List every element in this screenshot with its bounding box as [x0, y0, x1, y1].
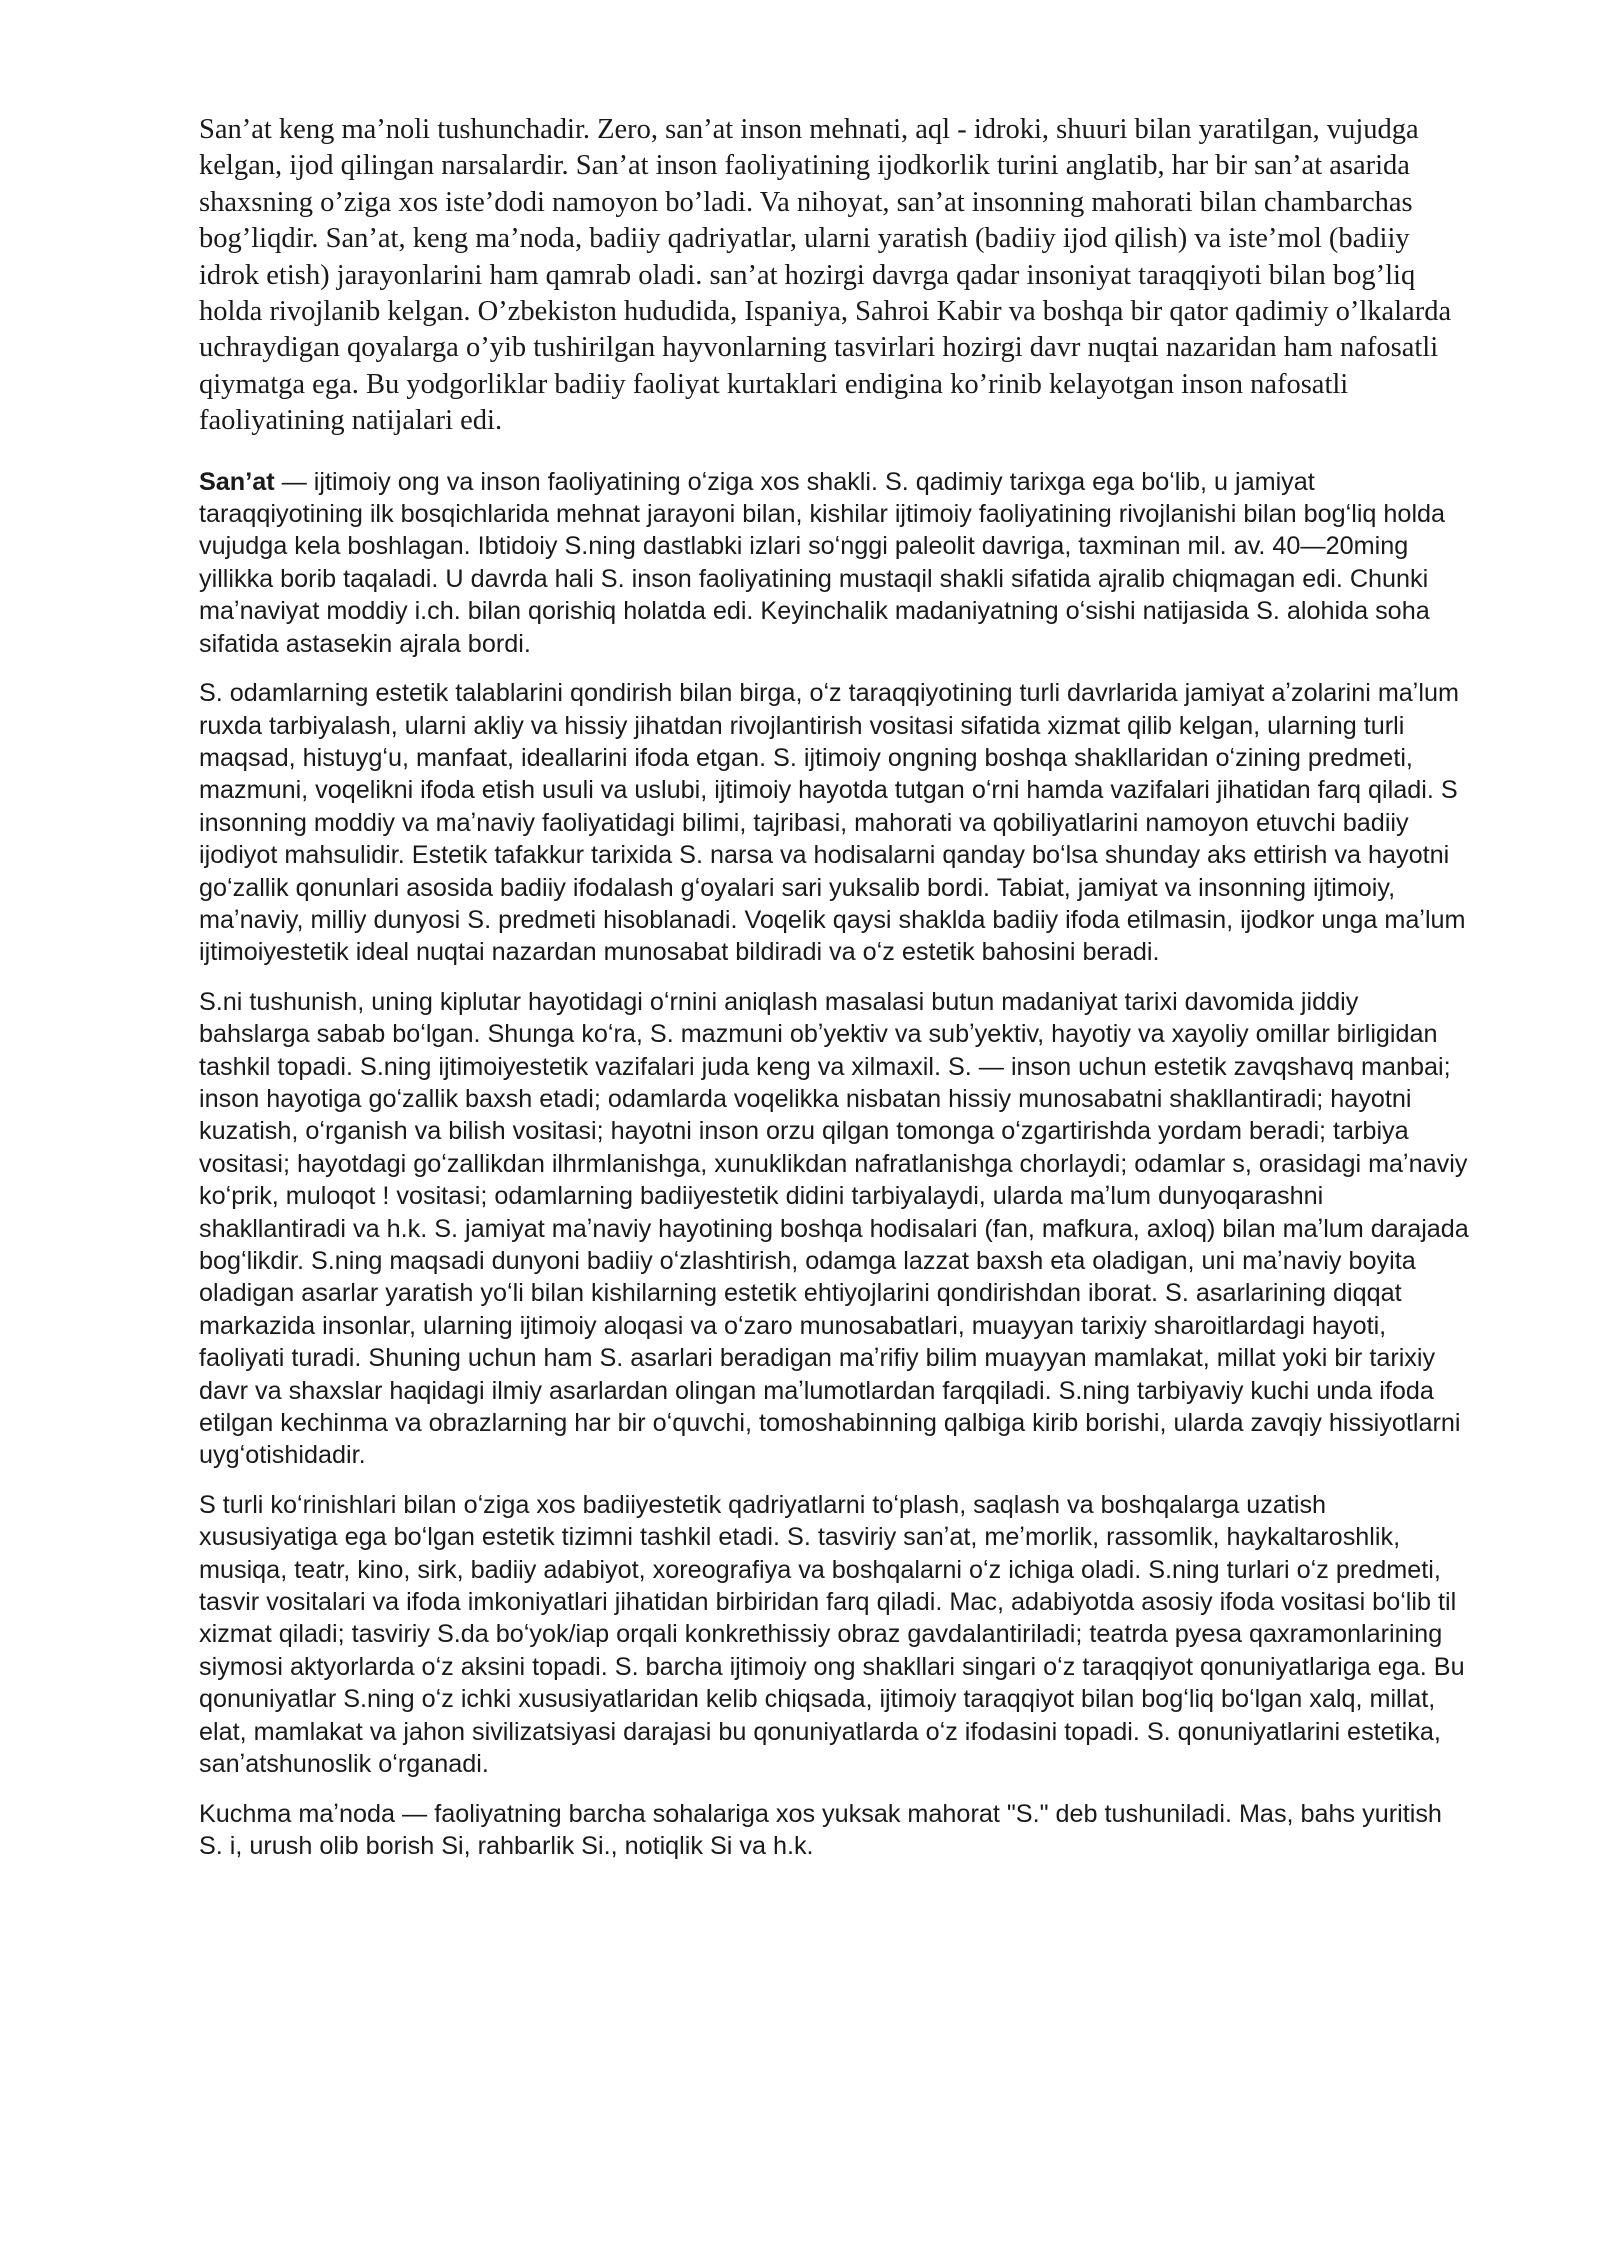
body-paragraph-4: S turli koʻrinishlari bilan oʻziga xos badiiyestetik qadriyatlarni toʻplash, saqlash va boshqalarga uzatish xususiyatiga ega boʻlgan estetik tizimni tashkil etadi. S. tasviriy sanʼat, meʼmorlik, rassomlik, haykaltaroshlik, musiqa, teatr, kino, sirk, badiiy adabiyot, xoreografiya va boshqalarni oʻz ichiga oladi. S.ning turlari oʻz predmeti, tasvir vositalari va ifoda imkoniyatlari jihatidan birbiridan farq qiladi. Mac, adabiyotda asosiy ifoda vositasi boʻlib til xizmat qiladi; tasviriy S.da boʻyok/iap orqali konkrethissiy obraz gavdalantiriladi; teatrda pyesa qaxramonlarining siymosi aktyorlarda oʻz aksini topadi. S. barcha ijtimoiy ong shakllari singari oʻz taraqqiyot qonuniyatlariga ega. Bu qonuniyatlar S.ning oʻz ichki xususiyatlaridan kelib chiqsada, ijtimoiy taraqqiyot bilan bogʻliq boʻlgan xalq, millat, elat, mamlakat va jahon sivilizatsiyasi darajasi bu qonuniyatlarda oʻz ifodasini topadi. S. qonuniyatlarini estetika, sanʼatshunoslik oʻrganadi.	[199, 1490, 1465, 1779]
definition-term: San’at	[199, 467, 275, 496]
body-paragraph-2: S. odamlarning estetik talablarini qondirish bilan birga, oʻz taraqqiyotining turli davrlarida jamiyat aʼzolarini maʼlum ruxda tarbiyalash, ularni akliy va hissiy jihatdan rivojlantirish vositasi sifatida xizmat qilib kelgan, ularning turli maqsad, histuygʻu, manfaat, ideallarini ifoda etgan. S. ijtimoiy ongning boshqa shakllaridan oʻzining predmeti, mazmuni, voqelikni ifoda etish usuli va uslubi, ijtimoiy hayotda tutgan oʻrni hamda vazifalari jihatidan farq qiladi. S insonning moddiy va maʼnaviy faoliyatidagi bilimi, tajribasi, mahorati va qobiliyatlarini namoyon etuvchi badiiy ijodiyot mahsulidir. Estetik tafakkur tarixida S. narsa va hodisalarni qanday boʻlsa shunday aks ettirish va hayotni goʻzallik qonunlari asosida badiiy ifodalash gʻoyalari sari yuksalib bordi. Tabiat, jamiyat va insonning ijtimoiy, maʼnaviy, milliy dunyosi S. predmeti hisoblanadi. Voqelik qaysi shaklda badiiy ifoda etilmasin, ijodkor unga maʼlum ijtimoiyestetik ideal nuqtai nazardan munosabat bildiradi va oʻz estetik bahosini beradi.	[199, 679, 1466, 967]
document-page	[199, 112, 1469, 1879]
body-paragraph-5: Kuchma maʼnoda — faoliyatning barcha sohalariga xos yuksak mahorat "S." deb tushuniladi. Mas, bahs yuritish S. i, urush olib borish Si, rahbarlik Si., notiqlik Si va h.k.	[199, 1799, 1442, 1860]
definition-paragraph	[199, 466, 1469, 660]
intro-paragraph: San’at keng ma’noli tushunchadir. Zero, san’at inson mehnati, aql - idroki, shuuri bilan yaratilgan, vujudga kelgan, ijod qilingan narsalardir. San’at inson faoliyatining ijodkorlik turini anglatib, har bir san’at asarida shaxsning o’ziga xos iste’dodi namoyon bo’ladi. Va nihoyat, san’at insonning mahorati bilan chambarchas bog’liqdir. San’at, keng ma’noda, badiiy qadriyatlar, ularni yaratish (badiiy ijod qilish) va iste’mol (badiiy idrok etish) jarayonlarini ham qamrab oladi. san’at hozirgi davrga qadar insoniyat taraqqiyoti bilan bog’liq holda rivojlanib kelgan. O’zbekiston hududida, Ispaniya, Sahroi Kabir va boshqa bir qator qadimiy o’lkalarda uchraydigan qoyalarga o’yib tushirilgan hayvonlarning tasvirlari hozirgi davr nuqtai nazaridan ham nafosatli qiymatga ega. Bu yodgorliklar badiiy faoliyat kurtaklari endigina ko’rinib kelayotgan inson nafosatli faoliyatining natijalari edi.	[199, 114, 1452, 437]
definition-text: — ijtimoiy ong va inson faoliyatining oʻziga xos shakli. S. qadimiy tarixga ega boʻlib, u jamiyat taraqqiyotining ilk bosqichlarida mehnat jarayoni bilan, kishilar ijtimoiy faoliyatining rivojlanishi bilan bogʻliq holda vujudga kela boshlagan. Ibtidoiy S.ning dastlabki izlari soʻnggi paleolit davriga, taxminan mil. av. 40—20ming yillikka borib taqaladi. U davrda hali S. inson faoliyatining mustaqil shakli sifatida ajralib chiqmagan edi. Chunki maʼnaviyat moddiy i.ch. bilan qorishiq holatda edi. Keyinchalik madaniyatning oʻsishi natijasida S. alohida soha sifatida astasekin ajrala bordi.	[199, 467, 1446, 658]
body-paragraph-3: S.ni tushunish, uning kiplutar hayotidagi oʻrnini aniqlash masalasi butun madaniyat tarixi davomida jiddiy bahslarga sabab boʻlgan. Shunga koʻra, S. mazmuni obʼyektiv va subʼyektiv, hayotiy va xayoliy omillar birligidan tashkil topadi. S.ning ijtimoiyestetik vazifalari juda keng va xilmaxil. S. — inson uchun estetik zavqshavq manbai; inson hayotiga goʻzallik baxsh etadi; odamlarda voqelikka nisbatan hissiy munosabatni shakllantiradi; hayotni kuzatish, oʻrganish va bilish vositasi; hayotni inson orzu qilgan tomonga oʻzgartirishda yordam beradi; tarbiya vositasi; hayotdagi goʻzallikdan ilhrmlanishga, xunuklikdan nafratlanishga chorlaydi; odamlar s, orasidagi maʼnaviy koʻprik, muloqot ! vositasi; odamlarning badiiyestetik didini tarbiyalaydi, ularda maʼlum dunyoqarashni shakllantiradi va h.k. S. jamiyat maʼnaviy hayotining boshqa hodisalari (fan, mafkura, axloq) bilan maʼlum darajada bogʻlikdir. S.ning maqsadi dunyoni badiiy oʻzlashtirish, odamga lazzat baxsh eta oladigan, uni maʼnaviy boyita oladigan asarlar yaratish yoʻli bilan kishilarning estetik ehtiyojlarini qondirishdan iborat. S. asarlarining diqqat markazida insonlar, ularning ijtimoiy aloqasi va oʻzaro munosabatlari, muayyan tarixiy sharoitlardagi hayoti, faoliyati turadi. Shuning uchun ham S. asarlari beradigan maʼrifiy bilim muayyan mamlakat, millat yoki bir tarixiy davr va shaxslar haqidagi ilmiy asarlardan olingan maʼlumotlardan farqqiladi. S.ning tarbiyaviy kuchi unda ifoda etilgan kechinma va obrazlarning har bir oʻquvchi, tomoshabinning qalbiga kirib borishi, ularda zavqiy hissiyotlarni uygʻotishidadir.	[199, 987, 1469, 1470]
